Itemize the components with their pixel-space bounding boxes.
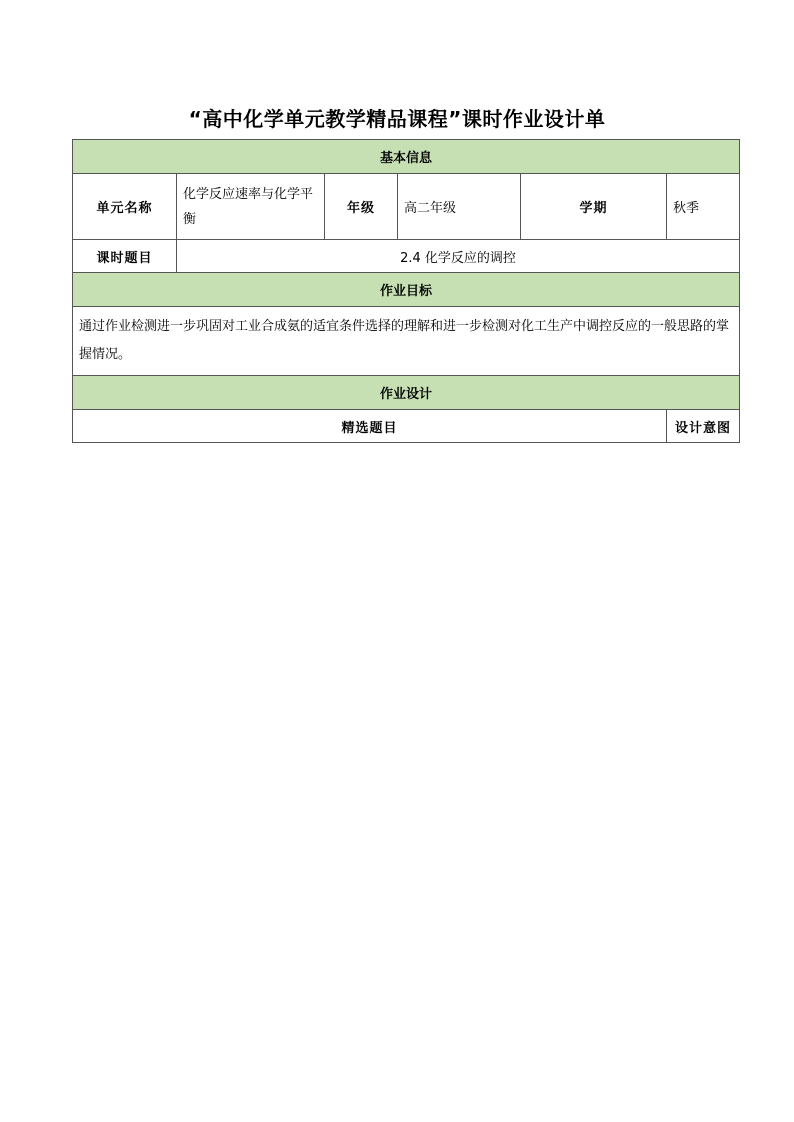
term-value: 秋季 — [667, 174, 740, 240]
intent-column-header: 设计意图 — [667, 410, 740, 443]
goals-text: 通过作业检测进一步巩固对工业合成氨的适宜条件选择的理解和进一步检测对化工生产中调控反应的一般思路的掌握情况。 — [73, 307, 740, 376]
questions-column-header: 精选题目 — [73, 410, 667, 443]
unit-name-value: 化学反应速率与化学平衡 — [177, 174, 325, 240]
section-goals-header: 作业目标 — [73, 273, 740, 307]
grade-value: 高二年级 — [398, 174, 521, 240]
homework-design-form — [72, 139, 740, 443]
section-design-header: 作业设计 — [73, 376, 740, 410]
lesson-title-value: 2.4 化学反应的调控 — [177, 240, 740, 273]
section-basic-info-header: 基本信息 — [73, 140, 740, 174]
lesson-title-label: 课时题目 — [73, 240, 177, 273]
document-title: “高中化学单元教学精品课程”课时作业设计单 — [188, 107, 606, 131]
unit-name-label: 单元名称 — [73, 174, 177, 240]
grade-label: 年级 — [325, 174, 398, 240]
term-label: 学期 — [521, 174, 667, 240]
